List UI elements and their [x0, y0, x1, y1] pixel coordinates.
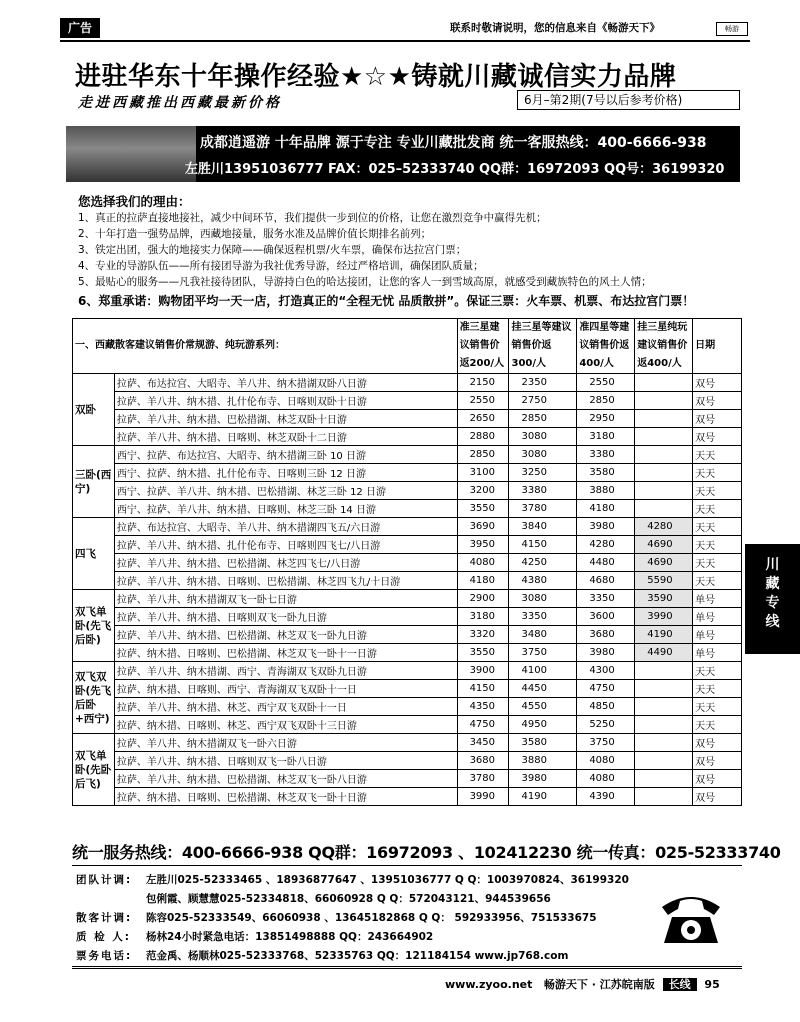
table-row — [73, 680, 742, 698]
table-row — [73, 662, 742, 680]
price-cell — [635, 752, 693, 770]
route-cell: 西宁、拉萨、羊八井、纳木措、巴松措湖、林芝三卧 12 日游 — [114, 482, 457, 500]
table-row — [73, 572, 742, 590]
price-cell: 3880 — [577, 482, 635, 500]
hotline-line: 统一服务热线：400-6666-938 QQ群：16972093 、102412230 统一传真：025-52333740 — [72, 843, 781, 862]
price-cell: 3780 — [457, 770, 509, 788]
price-cell: 3580 — [509, 734, 577, 752]
price-cell: 3840 — [509, 518, 577, 536]
column-header: 挂三星纯玩建议销售价返400/人 — [635, 319, 693, 374]
disclaimer-text: 联系时敬请说明，您的信息来自《畅游天下》 — [450, 22, 660, 34]
column-header: 准三星建议销售价返200/人 — [457, 319, 509, 374]
price-cell: 3350 — [509, 608, 577, 626]
route-cell: 拉萨、羊八井、纳木措湖双飞一卧七日游 — [114, 590, 457, 608]
date-cell: 天天 — [693, 572, 742, 590]
price-cell — [635, 482, 693, 500]
column-header: 日期 — [693, 319, 742, 374]
price-cell: 3580 — [577, 464, 635, 482]
price-cell — [635, 392, 693, 410]
route-cell: 拉萨、羊八井、纳木措、巴松措湖、林芝双飞一卧八日游 — [114, 770, 457, 788]
table-row — [73, 644, 742, 662]
date-cell: 双号 — [693, 734, 742, 752]
price-cell: 3550 — [457, 644, 509, 662]
price-cell: 4490 — [635, 644, 693, 662]
route-cell: 西宁、拉萨、羊八井、纳木措、日喀则、林芝三卧 14 日游 — [114, 500, 457, 518]
route-cell: 西宁、拉萨、布达拉宫、大昭寺、纳木措湖三卧 10 日游 — [114, 446, 457, 464]
slogan: 走进西藏推出西藏最新价格 — [78, 95, 282, 111]
table-row — [73, 536, 742, 554]
price-cell — [635, 662, 693, 680]
date-cell: 天天 — [693, 554, 742, 572]
price-cell: 4690 — [635, 554, 693, 572]
table-header-row — [73, 319, 742, 374]
price-cell: 4250 — [509, 554, 577, 572]
route-cell: 西宁、拉萨、纳木措、扎什伦布寺、日喀则三卧 12 日游 — [114, 464, 457, 482]
price-cell: 3380 — [509, 482, 577, 500]
date-cell: 天天 — [693, 500, 742, 518]
group-label: 四飞 — [73, 518, 115, 590]
price-cell: 3080 — [509, 590, 577, 608]
route-cell: 拉萨、羊八井、纳木措湖双飞一卧六日游 — [114, 734, 457, 752]
date-cell: 单号 — [693, 626, 742, 644]
route-cell: 拉萨、羊八井、纳木措、日喀则双飞一卧九日游 — [114, 608, 457, 626]
table-row — [73, 518, 742, 536]
price-cell: 3380 — [577, 446, 635, 464]
date-cell: 双号 — [693, 392, 742, 410]
price-table — [72, 318, 742, 806]
route-cell: 拉萨、羊八井、纳木措、日喀则、巴松措湖、林芝四飞九/十日游 — [114, 572, 457, 590]
price-cell: 2850 — [457, 446, 509, 464]
price-cell: 2750 — [509, 392, 577, 410]
date-cell: 双号 — [693, 428, 742, 446]
price-cell: 4100 — [509, 662, 577, 680]
date-cell: 单号 — [693, 590, 742, 608]
price-cell — [635, 788, 693, 806]
group-label: 双飞单卧(先卧后飞) — [73, 734, 115, 806]
date-cell: 天天 — [693, 482, 742, 500]
price-cell: 3990 — [635, 608, 693, 626]
price-cell: 4190 — [509, 788, 577, 806]
date-cell: 天天 — [693, 464, 742, 482]
footer-badge: 长线 — [663, 978, 697, 991]
price-cell — [635, 734, 693, 752]
price-cell: 4190 — [635, 626, 693, 644]
price-cell: 2550 — [577, 374, 635, 392]
price-cell — [635, 716, 693, 734]
table-row — [73, 734, 742, 752]
price-cell: 4750 — [457, 716, 509, 734]
price-cell: 3320 — [457, 626, 509, 644]
price-cell: 2880 — [457, 428, 509, 446]
footer-publication: 畅游天下 · 江苏皖南版 — [543, 978, 655, 991]
price-cell: 4480 — [577, 554, 635, 572]
price-cell: 2350 — [509, 374, 577, 392]
price-cell: 2850 — [509, 410, 577, 428]
route-cell: 拉萨、羊八井、纳木措、巴松措湖、林芝双卧十日游 — [114, 410, 457, 428]
price-cell: 3780 — [509, 500, 577, 518]
date-cell: 双号 — [693, 374, 742, 392]
date-cell: 单号 — [693, 608, 742, 626]
price-cell: 3900 — [457, 662, 509, 680]
price-cell: 4150 — [509, 536, 577, 554]
side-tab-label: 川藏专线 — [745, 544, 800, 654]
table-row — [73, 392, 742, 410]
price-cell: 2150 — [457, 374, 509, 392]
price-cell: 3980 — [577, 518, 635, 536]
route-cell: 拉萨、纳木措、日喀则、巴松措湖、林芝双飞一卧十日游 — [114, 788, 457, 806]
price-cell: 3250 — [509, 464, 577, 482]
table-row — [73, 698, 742, 716]
price-cell — [635, 428, 693, 446]
telephone-icon — [656, 885, 726, 947]
table-row — [73, 608, 742, 626]
price-cell: 3200 — [457, 482, 509, 500]
page-title: 进驻华东十年操作经验★☆★铸就川藏诚信实力品牌 — [75, 62, 677, 92]
price-cell — [635, 374, 693, 392]
price-cell: 4300 — [577, 662, 635, 680]
price-cell — [635, 446, 693, 464]
route-cell: 拉萨、纳木措、日喀则、巴松措湖、林芝双飞一卧十一日游 — [114, 644, 457, 662]
price-cell: 3880 — [509, 752, 577, 770]
table-row — [73, 752, 742, 770]
price-cell: 5590 — [635, 572, 693, 590]
date-cell: 天天 — [693, 536, 742, 554]
price-cell: 4180 — [457, 572, 509, 590]
route-cell: 拉萨、羊八井、纳木措、扎什伦布寺、日喀则双卧十日游 — [114, 392, 457, 410]
price-cell: 4080 — [457, 554, 509, 572]
group-label: 双卧 — [73, 374, 115, 446]
date-cell: 双号 — [693, 752, 742, 770]
price-cell: 3590 — [635, 590, 693, 608]
price-cell: 4750 — [577, 680, 635, 698]
price-cell: 3980 — [577, 644, 635, 662]
contact-line: 团队计调: 左胜川025-52333465 、18936877647 、13951036777 Q Q：1003970824、36199320 — [76, 874, 629, 886]
price-cell — [635, 410, 693, 428]
footer-site: www.zyoo.net — [445, 978, 533, 991]
banner-line-2: 左胜川13951036777 FAX：025–52333740 QQ群：16972093 QQ号：36199320 — [185, 162, 725, 177]
edition-box: 6月–第2期(7号以后参考价格) — [517, 90, 740, 110]
price-cell: 4450 — [509, 680, 577, 698]
reason-item: 4、专业的导游队伍——所有接团导游为我社优秀导游，经过严格培训，确保团队质量； — [78, 260, 484, 272]
price-cell: 3450 — [457, 734, 509, 752]
date-cell: 双号 — [693, 770, 742, 788]
price-cell: 4180 — [577, 500, 635, 518]
price-cell: 2900 — [457, 590, 509, 608]
price-cell: 3080 — [509, 428, 577, 446]
table-row — [73, 626, 742, 644]
date-cell: 天天 — [693, 680, 742, 698]
price-cell: 3550 — [457, 500, 509, 518]
reasons-heading: 您选择我们的理由： — [78, 194, 191, 209]
route-cell: 拉萨、纳木措、日喀则、林芝、西宁双飞双卧十三日游 — [114, 716, 457, 734]
table-row — [73, 590, 742, 608]
potala-photo — [66, 126, 196, 182]
price-cell: 3350 — [577, 590, 635, 608]
date-cell: 单号 — [693, 644, 742, 662]
price-cell: 3750 — [577, 734, 635, 752]
price-cell: 4350 — [457, 698, 509, 716]
section-title: 一、西藏散客建议销售价常规游、纯玩游系列： — [73, 319, 458, 374]
date-cell: 双号 — [693, 788, 742, 806]
price-cell: 4680 — [577, 572, 635, 590]
price-cell: 3750 — [509, 644, 577, 662]
route-cell: 拉萨、纳木措、日喀则、西宁、青海湖双飞双卧十一日 — [114, 680, 457, 698]
price-cell: 4850 — [577, 698, 635, 716]
price-cell: 2550 — [457, 392, 509, 410]
table-row — [73, 554, 742, 572]
column-header: 准四星等建议销售价返400/人 — [577, 319, 635, 374]
date-cell: 天天 — [693, 716, 742, 734]
price-cell: 4280 — [577, 536, 635, 554]
price-cell: 3990 — [457, 788, 509, 806]
table-row — [73, 446, 742, 464]
route-cell: 拉萨、羊八井、纳木措湖、西宁、青海湖双飞双卧九日游 — [114, 662, 457, 680]
contact-line: 质 检 人: 杨林24小时紧急电话：13851498888 QQ：243664902 — [76, 931, 434, 943]
price-cell: 4080 — [577, 752, 635, 770]
price-cell: 3600 — [577, 608, 635, 626]
table-row — [73, 788, 742, 806]
price-cell: 4380 — [509, 572, 577, 590]
footer — [445, 976, 720, 992]
table-row — [73, 428, 742, 446]
table-row — [73, 500, 742, 518]
price-cell: 4950 — [509, 716, 577, 734]
route-cell: 拉萨、羊八井、纳木措、日喀则双飞一卧八日游 — [114, 752, 457, 770]
price-cell: 3180 — [457, 608, 509, 626]
price-cell: 5250 — [577, 716, 635, 734]
route-cell: 拉萨、羊八井、纳木措、日喀则、林芝双卧十二日游 — [114, 428, 457, 446]
price-cell: 3680 — [577, 626, 635, 644]
route-cell: 拉萨、布达拉宫、大昭寺、羊八井、纳木措湖双卧八日游 — [114, 374, 457, 392]
banner-line-1: 成都逍遥游 十年品牌 源于专注 专业川藏批发商 统一客服热线：400-6666-938 — [200, 135, 707, 151]
date-cell: 天天 — [693, 518, 742, 536]
reason-item: 1、真正的拉萨直接地接社，减少中间环节，我们提供一步到位的价格，让您在激烈竞争中赢得先机； — [78, 212, 547, 224]
price-cell: 3100 — [457, 464, 509, 482]
price-cell: 4390 — [577, 788, 635, 806]
group-label: 三卧(西宁) — [73, 446, 115, 518]
price-cell: 3480 — [509, 626, 577, 644]
price-cell — [635, 770, 693, 788]
footer-rule — [72, 968, 742, 969]
publication-logo: 畅游 — [716, 22, 748, 36]
table-row — [73, 410, 742, 428]
price-cell: 2950 — [577, 410, 635, 428]
column-header: 挂三星等建议销售价返300/人 — [509, 319, 577, 374]
contact-line: 票务电话: 范金禹、杨顺林025-52333768、52335763 QQ：121184154 www.jp768.com — [76, 950, 569, 962]
price-cell: 3980 — [509, 770, 577, 788]
group-label: 双飞单卧(先飞后卧) — [73, 590, 115, 662]
price-cell: 3950 — [457, 536, 509, 554]
date-cell: 天天 — [693, 446, 742, 464]
price-cell: 3680 — [457, 752, 509, 770]
price-cell: 2850 — [577, 392, 635, 410]
price-cell — [635, 500, 693, 518]
reason-promise: 6、郑重承诺：购物团平均一天一店，打造真正的“全程无忧 品质散拼”。保证三票：火车票、机票、布达拉宫门票！ — [78, 294, 695, 308]
reason-item: 3、铁定出团，强大的地接实力保障——确保返程机票/火车票，确保布达拉宫门票； — [78, 244, 467, 256]
route-cell: 拉萨、羊八井、纳木措、巴松措湖、林芝双飞一卧九日游 — [114, 626, 457, 644]
route-cell: 拉萨、羊八井、纳木措、巴松措湖、林芝四飞七/八日游 — [114, 554, 457, 572]
date-cell: 天天 — [693, 698, 742, 716]
reason-item: 2、十年打造一强势品牌，西藏地接量，服务水准及品牌价值长期排名前列； — [78, 228, 432, 240]
date-cell: 天天 — [693, 662, 742, 680]
price-cell: 4080 — [577, 770, 635, 788]
contact-line: 散客计调: 陈容025-52333549、66060938 、13645182868 Q Q： 592933956、751533675 — [76, 912, 597, 924]
table-row — [73, 482, 742, 500]
route-cell: 拉萨、布达拉宫、大昭寺、羊八井、纳木措湖四飞五/六日游 — [114, 518, 457, 536]
table-row — [73, 770, 742, 788]
table-row — [73, 716, 742, 734]
price-table-body — [73, 319, 742, 806]
date-cell: 双号 — [693, 410, 742, 428]
price-cell: 4690 — [635, 536, 693, 554]
price-cell — [635, 464, 693, 482]
price-cell: 3080 — [509, 446, 577, 464]
page-number: 95 — [704, 978, 720, 991]
price-cell: 3180 — [577, 428, 635, 446]
price-cell — [635, 698, 693, 716]
price-cell — [635, 680, 693, 698]
reason-item: 5、最贴心的服务——凡我社接待团队，导游持白色的哈达接团，让您的客人一到雪域高原，就感受到藏族特色的风土人情； — [78, 276, 652, 288]
group-label: 双飞双卧(先飞后卧+西宁) — [73, 662, 115, 734]
price-cell: 2650 — [457, 410, 509, 428]
price-cell: 4280 — [635, 518, 693, 536]
route-cell: 拉萨、羊八井、纳木措、林芝、西宁双飞双卧十一日 — [114, 698, 457, 716]
price-cell: 4150 — [457, 680, 509, 698]
route-cell: 拉萨、羊八井、纳木措、扎什伦布寺、日喀则四飞七/八日游 — [114, 536, 457, 554]
table-row — [73, 374, 742, 392]
price-cell: 4550 — [509, 698, 577, 716]
ad-tag: 广告 — [60, 18, 100, 38]
table-row — [73, 464, 742, 482]
price-cell: 3690 — [457, 518, 509, 536]
contact-line: 包俐霞、顾慧慧025-52334818、66060928 Q Q：572043121、944539656 — [146, 893, 551, 905]
